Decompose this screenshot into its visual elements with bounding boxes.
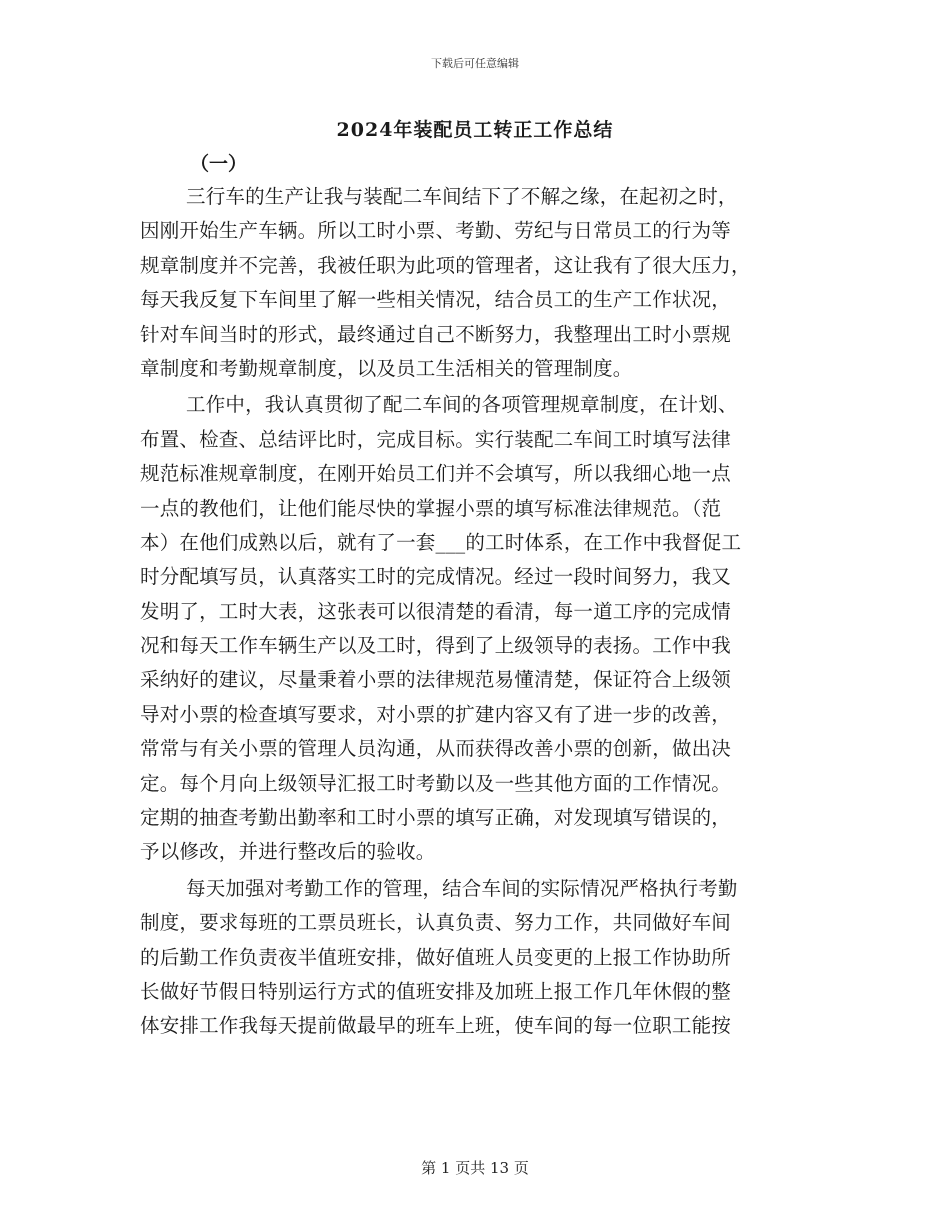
text-line: 布置、检查、总结评比时，完成目标。实行装配二车间工时填写法律 (140, 427, 732, 451)
text-line: 规范标准规章制度，在刚开始员工们并不会填写，所以我细心地一点 (140, 462, 732, 486)
paragraph-3 (140, 872, 800, 1044)
text-line: 定。每个月向上级领导汇报工时考勤以及一些其他方面的工作情况。 (140, 771, 732, 795)
text-line: 每天我反复下车间里了解一些相关情况，结合员工的生产工作状况， (140, 288, 732, 312)
text-line: 每天加强对考勤工作的管理，结合车间的实际情况严格执行考勤 (186, 876, 738, 900)
paragraph-2 (140, 388, 800, 869)
text-line: 发明了，工时大表，这张表可以很清楚的看清，每一道工序的完成情 (140, 599, 732, 623)
text-line: 三行车的生产让我与装配二车间结下了不解之缘，在起初之时， (186, 185, 738, 208)
text-line: 常常与有关小票的管理人员沟通，从而获得改善小票的创新，做出决 (140, 737, 732, 761)
text-line: 体安排工作我每天提前做最早的班车上班，使车间的每一位职工能按 (140, 1014, 732, 1038)
header-note: 下载后可任意编辑 (431, 57, 519, 70)
text-line: 本）在他们成熟以后，就有了一套___的工时体系，在工作中我督促工 (140, 530, 742, 554)
text-line: 时分配填写员，认真落实工时的完成情况。经过一段时间努力，我又 (140, 565, 732, 589)
text-line: 采纳好的建议，尽量秉着小票的法律规范易懂清楚，保证符合上级领 (140, 668, 732, 692)
text-line: 定期的抽查考勤出勤率和工时小票的填写正确，对发现填写错误的， (140, 806, 732, 830)
document-body (140, 180, 800, 1044)
paragraph-1 (140, 180, 800, 386)
text-line: 导对小票的检查填写要求，对小票的扩建内容又有了进一步的改善， (140, 702, 732, 726)
document-title: 2024年装配员工转正工作总结 (336, 119, 614, 141)
text-line: 针对车间当时的形式，最终通过自己不断努力，我整理出工时小票规 (140, 322, 732, 346)
text-line: 一点的教他们，让他们能尽快的掌握小票的填写标准法律规范。（范 (140, 496, 722, 520)
text-line: 况和每天工作车辆生产以及工时，得到了上级领导的表扬。工作中我 (140, 634, 732, 658)
text-line: 章制度和考勤规章制度，以及员工生活相关的管理制度。 (140, 356, 633, 380)
section-label: （一） (190, 153, 248, 175)
text-line: 规章制度并不完善，我被任职为此项的管理者，这让我有了很大压力， (140, 253, 751, 277)
text-line: 工作中，我认真贯彻了配二车间的各项管理规章制度，在计划、 (186, 393, 738, 417)
text-line: 制度，要求每班的工票员班长，认真负责、努力工作，共同做好车间 (140, 911, 732, 935)
text-line: 长做好节假日特别运行方式的值班安排及加班上报工作几年休假的整 (140, 979, 732, 1003)
text-line: 的后勤工作负责夜半值班安排，做好值班人员变更的上报工作协助所 (140, 945, 732, 969)
page-footer: 第 1 页共 13 页 (421, 1159, 529, 1177)
text-line: 因刚开始生产车辆。所以工时小票、考勤、劳纪与日常员工的行为等 (140, 219, 732, 243)
text-line: 予以修改，并进行整改后的验收。 (140, 840, 436, 864)
